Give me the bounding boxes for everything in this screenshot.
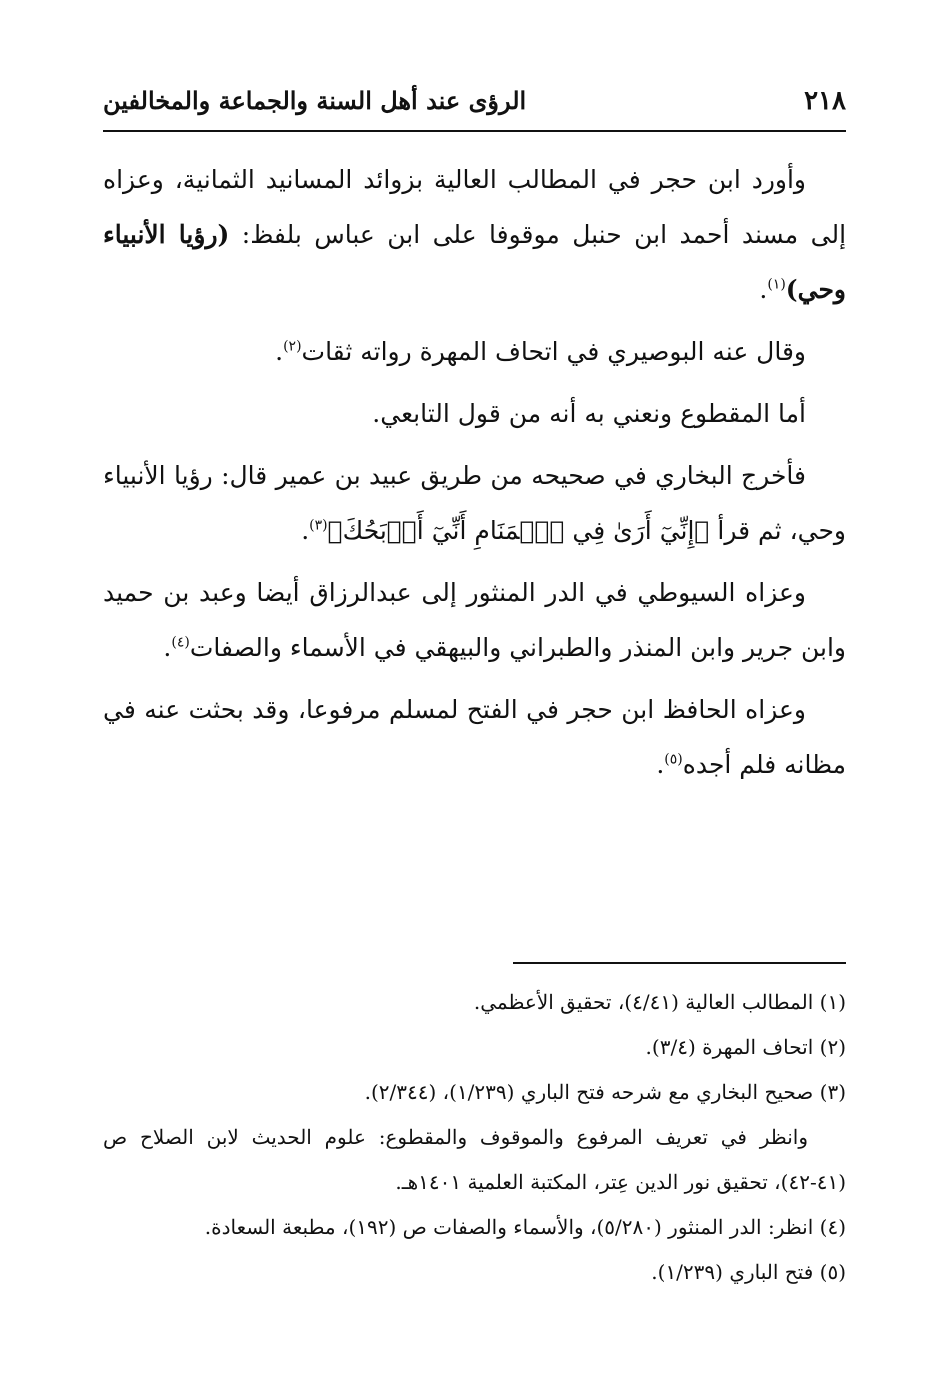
footnote-4: (٤) انظر: الدر المنثور (٥/٢٨٠)، والأسماء والصفات ص (١٩٢)، مطبعة السعادة.	[204, 1215, 846, 1239]
running-title: الرؤى عند أهل السنة والجماعة والمخالفين	[103, 86, 527, 115]
footnote-ref-2: (٢)	[283, 338, 302, 355]
page-header	[103, 80, 846, 128]
paragraph-4-text: فأخرج البخاري في صحيحه من طريق عبيد بن عمير قال: رؤيا الأنبياء وحي، ثم قرأ ﴿إِنِّيٓ أَرَىٰ فِي ٱلۡمَنَامِ أَنِّيٓ أَذۡبَحُكَ﴾	[103, 461, 846, 545]
paragraph-2-text: وقال عنه البوصيري في اتحاف المهرة رواته ثقات	[301, 337, 806, 366]
page-number: ٢١٨	[804, 86, 846, 116]
footnote-1: (١) المطالب العالية (٤/٤١)، تحقيق الأعظمي.	[473, 990, 846, 1014]
footnote-2: (٢) اتحاف المهرة (٣/٤).	[645, 1035, 846, 1059]
footnote-ref-3: (٣)	[309, 517, 328, 534]
footnote-3: (٣) صحيح البخاري مع شرحه فتح الباري (١/٢٣٩)، (٢/٣٤٤).	[364, 1080, 846, 1104]
footnotes	[103, 980, 846, 1295]
quote-bold: (رؤيا الأنبياء وحي)	[103, 220, 846, 304]
footnote-ref-4: (٤)	[171, 634, 190, 651]
footnote-3-continuation: وانظر في تعريف المرفوع والموقوف والمقطوع: علوم الحديث لابن الصلاح ص (٤١-٤٢)، تحقيق نور الدين عِتر، المكتبة العلمية ١٤٠١هـ.	[103, 1125, 846, 1194]
paragraph-4: فأخرج البخاري في صحيحه من طريق عبيد بن عمير قال: رؤيا الأنبياء وحي، ثم قرأ ﴿إِنِّيٓ أَرَىٰ فِي ٱلۡمَنَامِ أَنِّيٓ أَذۡبَحُكَ﴾$^{(٣)}$.	[103, 461, 846, 545]
paragraph-1: وأورد ابن حجر في المطالب العالية بزوائد المسانيد الثمانية، وعزاه إلى مسند أحمد ابن حنبل موقوفا على ابن عباس بلفظ: (رؤيا الأنبياء وحي)$^{(١)}$.	[103, 165, 847, 304]
paragraph-5: وعزاه السيوطي في الدر المنثور إلى عبدالرزاق أيضا وعبد بن حميد وابن جرير وابن المنذر والطبراني والبيهقي في الأسماء والصفات$^{(٤)}$.	[103, 578, 846, 662]
footnote-separator	[513, 962, 846, 964]
paragraph-6-text: وعزاه الحافظ ابن حجر في الفتح لمسلم مرفوعا، وقد بحثت عنه في مظانه فلم أجده	[103, 695, 846, 779]
paragraph-1-text: وأورد ابن حجر في المطالب العالية بزوائد المسانيد الثمانية، وعزاه إلى مسند أحمد ابن حنبل موقوفا على ابن عباس بلفظ:	[103, 165, 847, 249]
footnote-5: (٥) فتح الباري (١/٢٣٩).	[651, 1260, 846, 1284]
footnote-ref-5: (٥)	[664, 751, 683, 768]
header-rule	[103, 130, 846, 132]
paragraph-3: أما المقطوع ونعني به أنه من قول التابعي.	[372, 399, 806, 428]
paragraph-2: وقال عنه البوصيري في اتحاف المهرة رواته ثقات$^{(٢)}$.	[275, 337, 806, 366]
paragraph-5-text: وعزاه السيوطي في الدر المنثور إلى عبدالرزاق أيضا وعبد بن حميد وابن جرير وابن المنذر والطبراني والبيهقي في الأسماء والصفات	[103, 578, 846, 662]
footnote-ref-1: (١)	[767, 276, 786, 293]
main-text	[103, 152, 846, 799]
paragraph-6: وعزاه الحافظ ابن حجر في الفتح لمسلم مرفوعا، وقد بحثت عنه في مظانه فلم أجده$^{(٥)}$.	[103, 695, 846, 779]
